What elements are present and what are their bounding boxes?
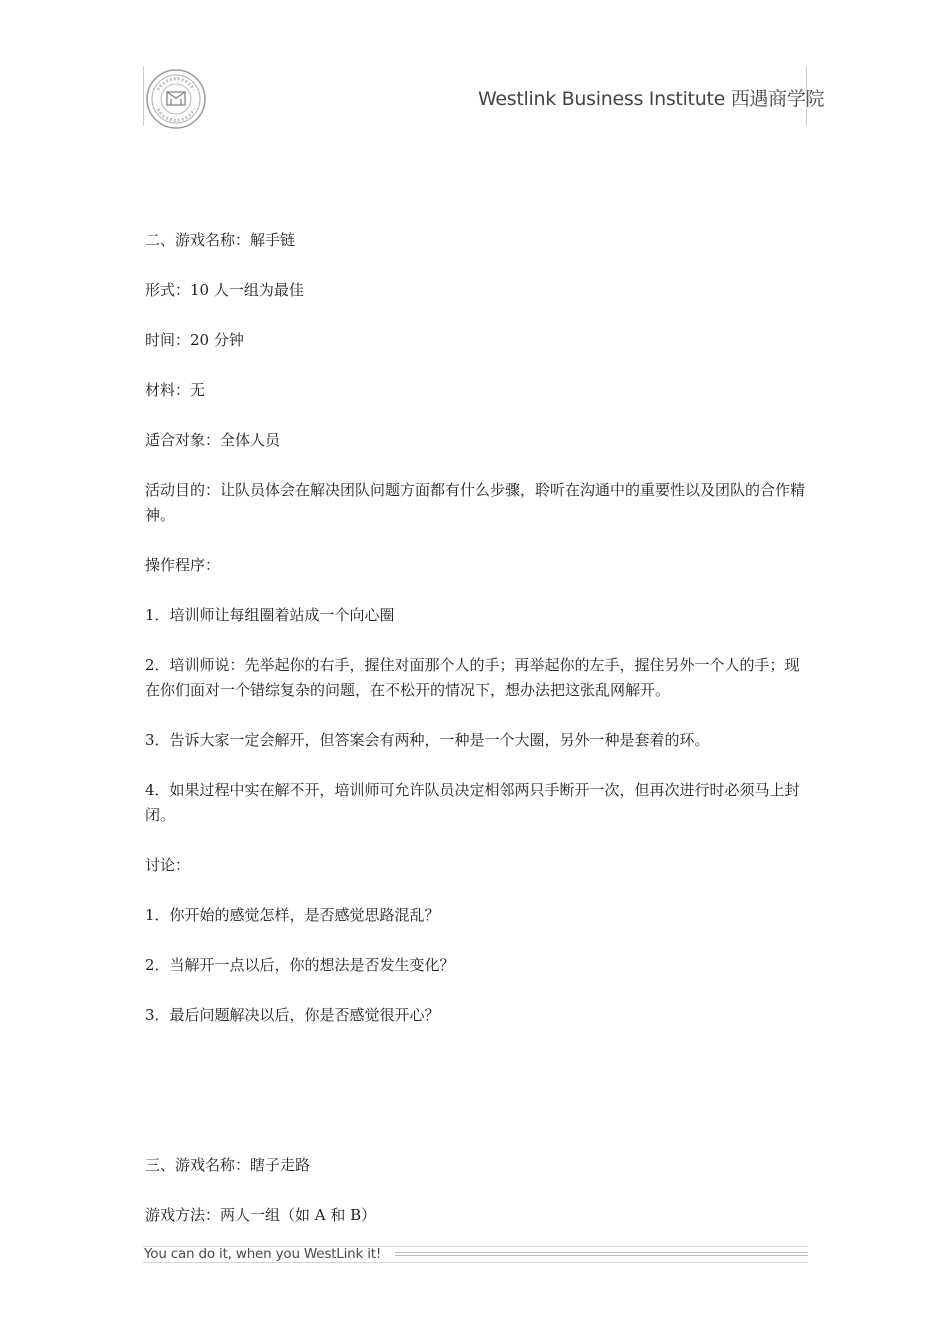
format-line: 形式：10 人一组为最佳 (145, 281, 304, 299)
discussion-item: 1．你开始的感觉怎样，是否感觉思路混乱？ (145, 906, 440, 924)
materials-line: 材料：无 (145, 381, 206, 399)
procedure-step: 4．如果过程中实在解不开，培训师可允许队员决定相邻两只手断开一次，但再次进行时必须马上封闭。 (145, 781, 800, 824)
westlink-seal-icon (145, 68, 207, 130)
time-line: 时间：20 分钟 (145, 331, 244, 349)
procedure-step: 1．培训师让每组圈着站成一个向心圈 (145, 606, 395, 624)
purpose-paragraph: 活动目的：让队员体会在解决团队问题方面都有什么步骤，聆听在沟通中的重要性以及团队的合作精神。 (145, 481, 806, 524)
procedure-heading: 操作程序： (145, 556, 221, 574)
procedure-step: 2．培训师说：先举起你的右手，握住对面那个人的手；再举起你的左手，握住另外一个人的手；现在你们面对一个错综复杂的问题，在不松开的情况下，想办法把这张乱网解开。 (145, 656, 800, 699)
discussion-heading: 讨论： (145, 856, 191, 874)
audience-line: 适合对象：全体人员 (145, 431, 281, 449)
discussion-item: 3．最后问题解决以后，你是否感觉很开心？ (145, 1006, 440, 1024)
document-body (145, 228, 809, 1253)
footer-rule (395, 1252, 808, 1253)
section-title: 三、游戏名称：瞎子走路 (145, 1156, 311, 1174)
section-spacer (145, 1053, 809, 1153)
brand-title: Westlink Business Institute 西遇商学院 (478, 88, 825, 110)
page-footer (143, 1246, 808, 1264)
discussion-item: 2．当解开一点以后，你的想法是否发生变化？ (145, 956, 455, 974)
footer-rule (395, 1255, 808, 1256)
method-line: 游戏方法：两人一组（如 A 和 B） (145, 1206, 377, 1224)
footer-slogan: You can do it, when you WestLink it! (144, 1246, 382, 1262)
section-title: 二、游戏名称：解手链 (145, 231, 296, 249)
header-left-rule (143, 66, 144, 126)
procedure-step: 3．告诉大家一定会解开，但答案会有两种，一种是一个大圈，另外一种是套着的环。 (145, 731, 710, 749)
